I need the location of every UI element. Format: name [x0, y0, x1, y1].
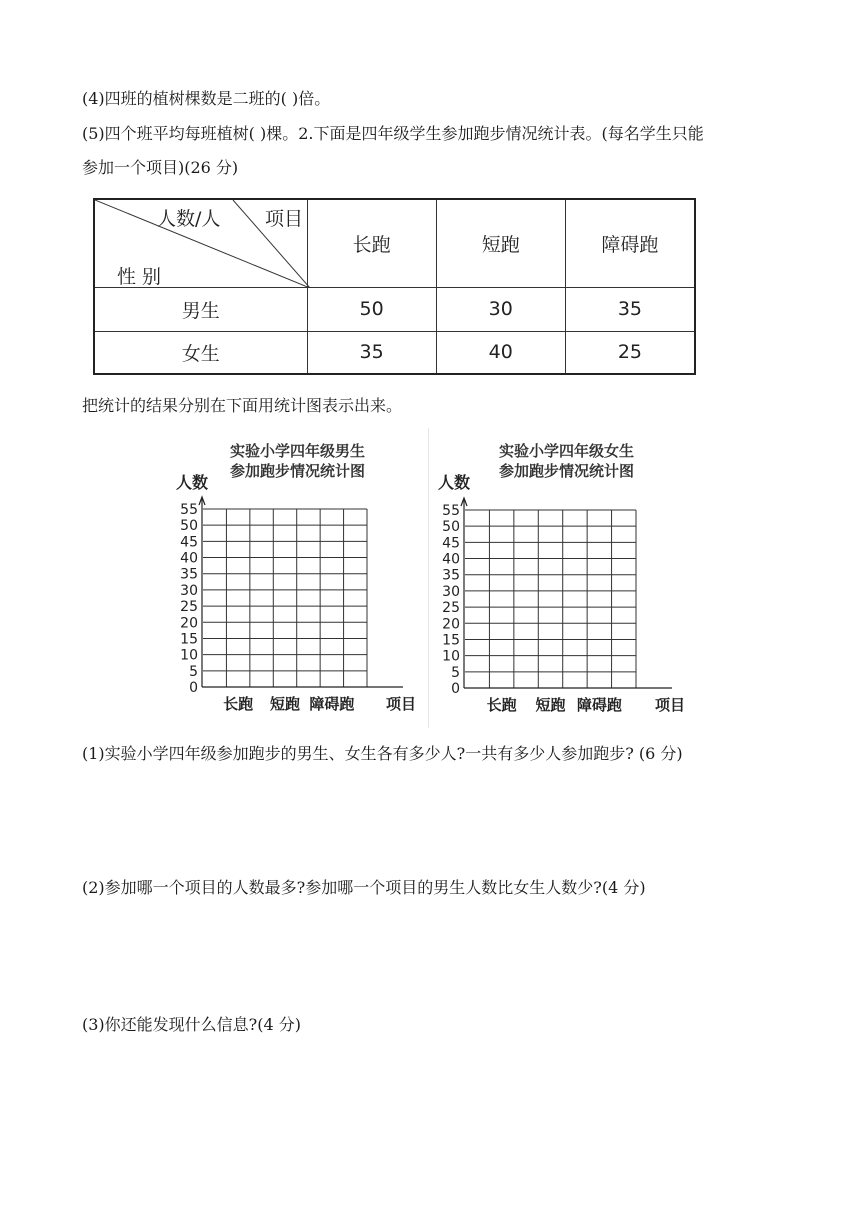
cell-girls-hurdles: 25: [565, 331, 695, 374]
question-5: (5)四个班平均每班植树( )棵。2.下面是四年级学生参加跑步情况统计表。(每名学生只能: [82, 124, 704, 143]
corner-gender-label: 性 别: [117, 266, 162, 288]
y-tick-label: 45: [442, 535, 460, 552]
x-category-label: 短跑: [535, 696, 566, 714]
table-row-boys: [94, 287, 695, 331]
y-tick-label: 10: [442, 648, 460, 665]
boys-chart-title-line2: 参加跑步情况统计图: [230, 462, 366, 480]
col-header-hurdles: 障碍跑: [565, 199, 695, 287]
table-corner-header: [94, 199, 307, 287]
corner-count-label: 人数/人: [157, 208, 221, 230]
y-tick-label: 20: [180, 615, 198, 632]
x-category-label: 长跑: [223, 695, 254, 713]
row-label-boys: 男生: [94, 287, 307, 331]
question-4: (4)四班的植树棵数是二班的( )倍。: [82, 89, 331, 108]
y-tick-label: 10: [180, 647, 198, 664]
col-header-sprint: 短跑: [436, 199, 565, 287]
y-tick-label: 15: [442, 632, 460, 649]
y-axis-label: 人数: [176, 473, 209, 492]
sub-question-1: (1)实验小学四年级参加跑步的男生、女生各有多少人?一共有多少人参加跑步? (6 分): [82, 744, 683, 763]
cell-boys-long-run: 50: [307, 287, 436, 331]
col-header-long-run: 长跑: [307, 199, 436, 287]
x-category-label: 长跑: [486, 696, 517, 714]
cell-boys-sprint: 30: [436, 287, 565, 331]
cell-boys-hurdles: 35: [565, 287, 695, 331]
y-tick-label: 25: [442, 600, 460, 617]
x-category-label: 障碍跑: [309, 695, 355, 713]
question-intro-cont: 参加一个项目)(26 分): [82, 158, 239, 177]
y-tick-label: 0: [451, 681, 460, 697]
boys-chart-title-line1: 实验小学四年级男生: [230, 442, 366, 460]
y-tick-label: 5: [451, 664, 460, 681]
x-category-label: 短跑: [269, 695, 301, 713]
y-tick-label: 50: [180, 518, 198, 535]
girls-chart: [428, 428, 701, 728]
y-tick-label: 20: [442, 616, 460, 633]
y-tick-label: 0: [189, 680, 198, 696]
y-tick-label: 40: [180, 550, 198, 567]
y-tick-label: 35: [442, 567, 460, 584]
y-tick-label: 50: [442, 519, 460, 536]
cell-girls-sprint: 40: [436, 331, 565, 374]
row-label-girls: 女生: [94, 331, 307, 374]
y-tick-label: 5: [189, 663, 198, 680]
x-axis-label: 项目: [654, 696, 686, 714]
girls-chart-title-line1: 实验小学四年级女生: [499, 442, 635, 460]
y-tick-label: 30: [442, 583, 460, 600]
sub-question-3: (3)你还能发现什么信息?(4 分): [82, 1015, 301, 1034]
y-tick-label: 55: [180, 502, 198, 518]
sub-question-2: (2)参加哪一个项目的人数最多?参加哪一个项目的男生人数比女生人数少?(4 分): [82, 878, 646, 897]
corner-item-label: 项目: [265, 208, 304, 230]
y-tick-label: 40: [442, 551, 460, 568]
table-row-girls: [94, 331, 695, 374]
cell-girls-long-run: 35: [307, 331, 436, 374]
y-tick-label: 55: [442, 503, 460, 519]
x-axis-label: 项目: [385, 695, 417, 713]
y-tick-label: 25: [180, 599, 198, 616]
y-axis-label: 人数: [438, 473, 471, 492]
y-tick-label: 45: [180, 534, 198, 551]
x-category-label: 障碍跑: [576, 696, 622, 714]
y-tick-label: 30: [180, 582, 198, 599]
running-stats-table: [93, 198, 696, 375]
y-tick-label: 15: [180, 631, 198, 648]
boys-chart: [170, 428, 420, 720]
girls-chart-title-line2: 参加跑步情况统计图: [499, 462, 635, 480]
chart-instruction: 把统计的结果分别在下面用统计图表示出来。: [82, 396, 403, 415]
y-tick-label: 35: [180, 566, 198, 583]
